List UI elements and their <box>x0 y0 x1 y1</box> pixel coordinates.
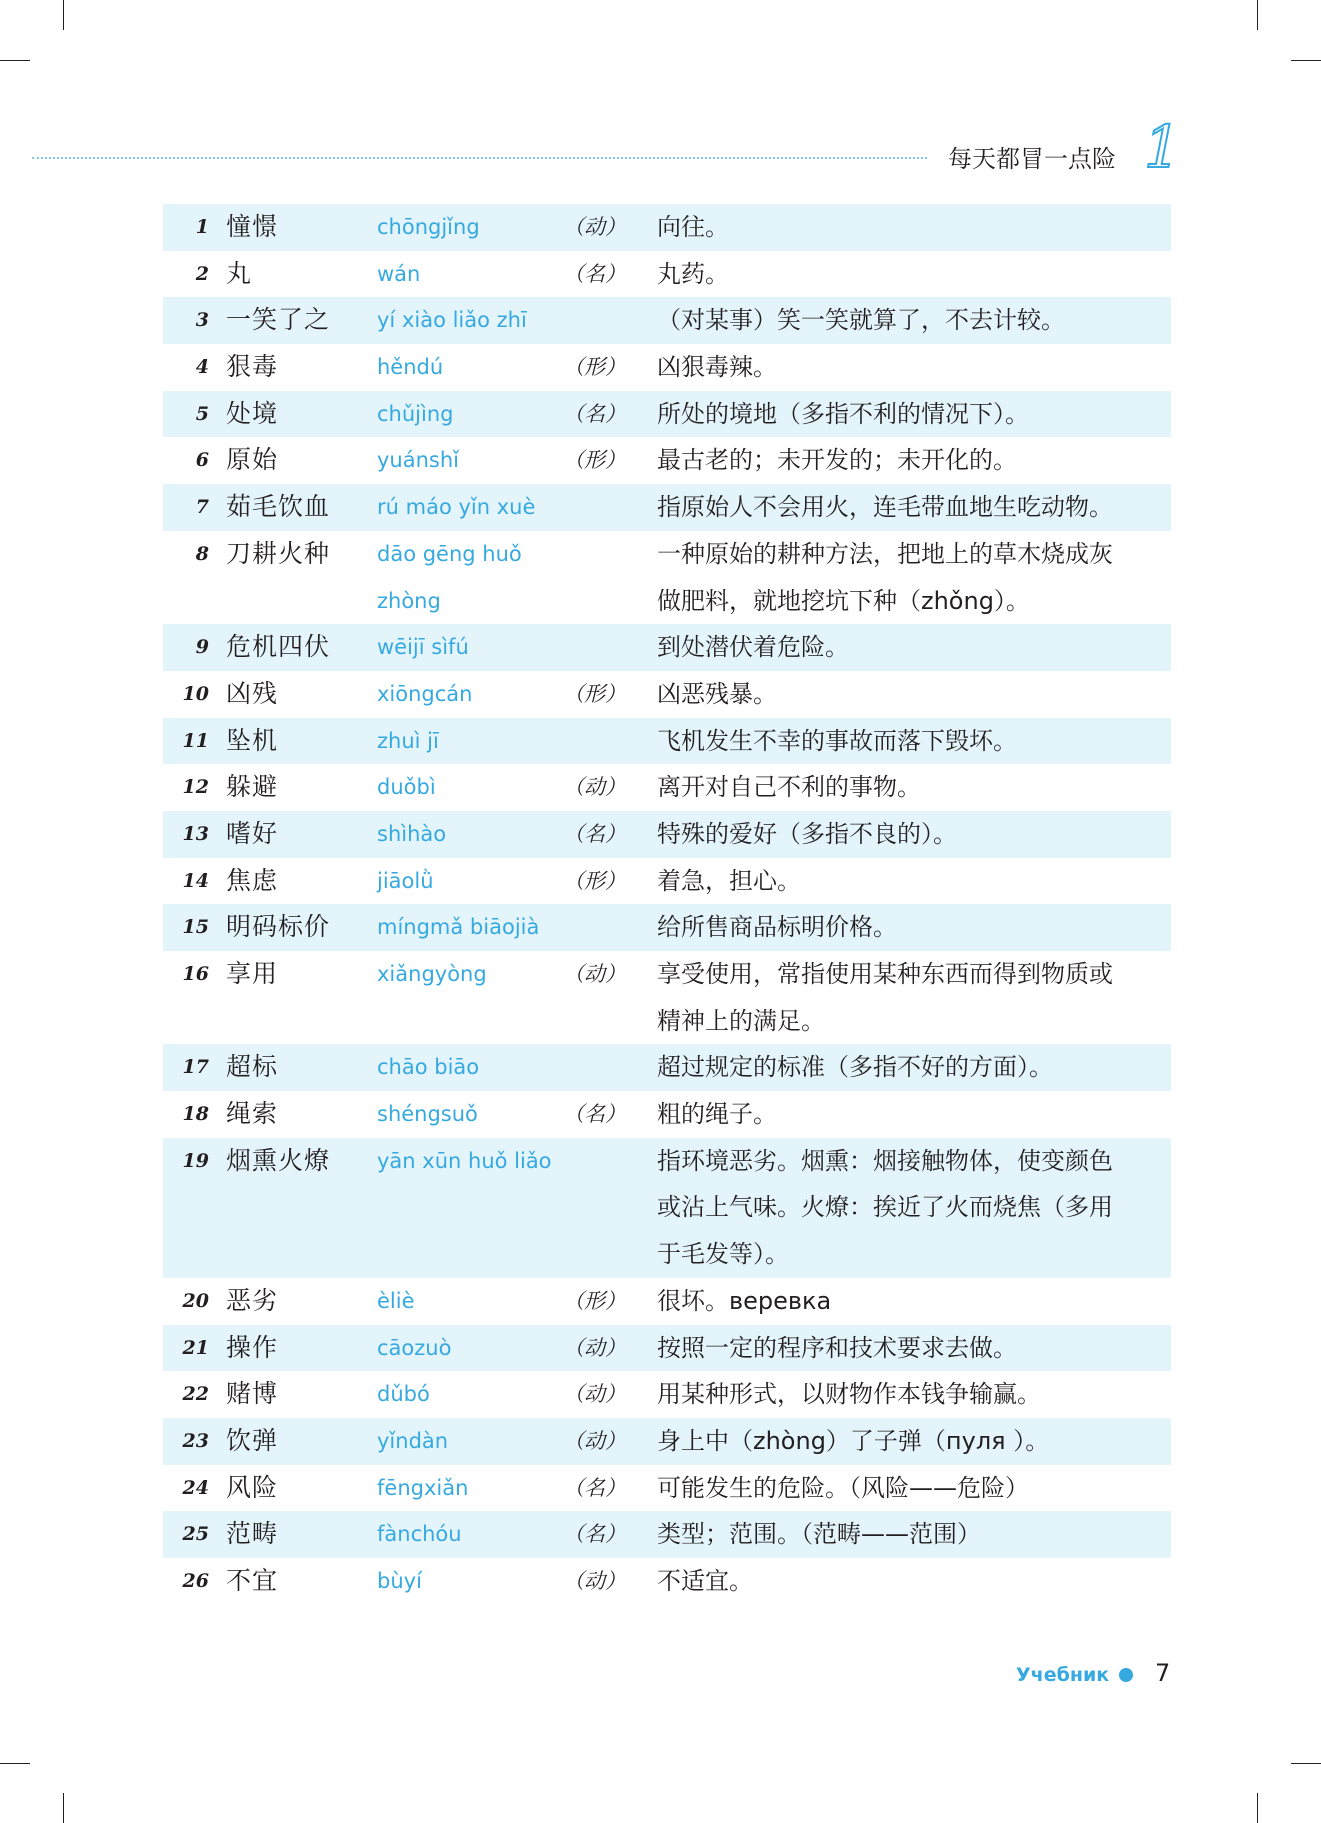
entry-definition: 精神上的满足。 <box>657 1006 825 1035</box>
entry-definition: 指原始人不会用火，连毛带血地生吃动物。 <box>657 493 1113 522</box>
entry-number: 2 <box>195 262 209 285</box>
entry-pinyin: wēijī sìfú <box>377 635 469 660</box>
entry-word: 恶劣 <box>226 1285 279 1315</box>
entry-number: 3 <box>195 309 209 332</box>
entry-pinyin: yǐndàn <box>377 1428 449 1453</box>
table-row <box>163 204 1171 251</box>
entry-pinyin: yí xiào liǎo zhī <box>377 308 527 333</box>
entry-pinyin: míngmǎ biāojià <box>377 915 540 940</box>
entry-word: 操作 <box>226 1332 279 1362</box>
entry-part-of-speech: （形） <box>563 1288 626 1313</box>
entry-definition: 最古老的；未开发的；未开化的。 <box>657 446 1017 475</box>
entry-word: 赌博 <box>226 1379 279 1409</box>
chapter-title: 每天都冒一点险 <box>948 145 1116 173</box>
table-row <box>163 1278 1171 1325</box>
table-row <box>163 951 1171 1044</box>
entry-number: 14 <box>182 869 209 892</box>
header-dotted-rule <box>32 157 927 159</box>
table-row <box>163 344 1171 391</box>
entry-part-of-speech: （动） <box>563 1382 626 1407</box>
entry-pinyin: zhuì jī <box>377 728 439 753</box>
entry-pinyin: xiǎngyòng <box>377 962 487 987</box>
table-row <box>163 1325 1171 1372</box>
entry-number: 18 <box>182 1103 209 1126</box>
entry-part-of-speech: （动） <box>563 1569 626 1593</box>
entry-part-of-speech: （名） <box>563 1475 626 1500</box>
entry-definition: 给所售商品标明价格。 <box>657 913 897 942</box>
entry-definition: 到处潜伏着危险。 <box>657 633 849 662</box>
entry-pinyin: wán <box>377 261 421 286</box>
entry-definition: 丸药。 <box>657 259 729 288</box>
entry-pinyin: yuánshǐ <box>377 448 460 473</box>
entry-part-of-speech: （名） <box>563 1522 626 1547</box>
entry-number: 24 <box>182 1476 209 1499</box>
entry-number: 11 <box>182 729 209 752</box>
entry-definition: 类型；范围。（范畴——范围） <box>657 1520 981 1549</box>
entry-number: 16 <box>182 963 209 986</box>
entry-pinyin: chōngjǐng <box>377 215 480 239</box>
entry-pinyin: yān xūn huǒ liǎo <box>377 1148 552 1173</box>
entry-pinyin: dǔbó <box>377 1382 430 1407</box>
entry-word: 刀耕火种 <box>226 538 331 568</box>
table-row <box>163 1371 1171 1418</box>
entry-number: 7 <box>195 496 209 519</box>
table-row <box>163 1465 1171 1512</box>
entry-part-of-speech: （动） <box>563 1428 626 1453</box>
entry-definition: 粗的绳子。 <box>657 1100 777 1129</box>
entry-word: 焦虑 <box>226 865 279 895</box>
entry-word: 烟熏火燎 <box>226 1145 331 1175</box>
entry-definition: 享受使用，常指使用某种东西而得到物质或 <box>657 960 1113 989</box>
entry-part-of-speech: （形） <box>563 355 626 380</box>
entry-part-of-speech: （名） <box>563 1102 626 1127</box>
crop-mark <box>1257 0 1258 30</box>
entry-number: 13 <box>182 822 209 845</box>
table-row <box>163 1418 1171 1465</box>
table-row <box>163 437 1171 484</box>
entry-pinyin: hěndú <box>377 355 444 380</box>
entry-part-of-speech: （名） <box>563 401 626 426</box>
entry-number: 6 <box>195 449 209 472</box>
entry-number: 5 <box>195 402 209 425</box>
footer-label: Учебник <box>1016 1664 1110 1686</box>
entry-definition: 一种原始的耕种方法，把地上的草木烧成灰 <box>657 539 1113 568</box>
entry-part-of-speech: （形） <box>563 868 626 893</box>
crop-mark <box>1257 1793 1258 1823</box>
entry-definition: 着急，担心。 <box>657 866 801 895</box>
crop-mark <box>0 1763 30 1764</box>
entry-definition: 向往。 <box>657 213 729 241</box>
entry-pinyin: dāo gēng huǒ <box>377 541 522 566</box>
entry-word: 处境 <box>226 398 279 428</box>
table-row <box>163 1044 1171 1091</box>
entry-pinyin: jiāolǜ <box>377 868 434 893</box>
table-row <box>163 1138 1171 1278</box>
entry-definition: 超过规定的标准（多指不好的方面）。 <box>657 1053 1053 1082</box>
entry-number: 8 <box>195 542 209 565</box>
entry-definition: 很坏。веревка <box>657 1286 832 1315</box>
entry-definition: 用某种形式，以财物作本钱争输赢。 <box>657 1380 1041 1409</box>
entry-word: 明码标价 <box>226 912 331 942</box>
table-row <box>163 718 1171 765</box>
table-row <box>163 531 1171 624</box>
entry-definition: （对某事）笑一笑就算了，不去计较。 <box>657 306 1065 335</box>
page-number: 7 <box>1155 1659 1171 1687</box>
entry-word: 躲避 <box>226 772 279 802</box>
entry-number: 19 <box>182 1149 209 1172</box>
entry-word: 一笑了之 <box>226 305 331 335</box>
entry-word: 超标 <box>226 1052 279 1082</box>
entry-word: 茹毛饮血 <box>226 492 331 522</box>
entry-part-of-speech: （动） <box>563 775 626 800</box>
entry-pinyin: fànchóu <box>377 1522 462 1547</box>
entry-definition: 做肥料，就地挖坑下种（zhǒng）。 <box>657 586 1030 615</box>
entry-pinyin: chāo biāo <box>377 1055 480 1080</box>
entry-number: 23 <box>182 1429 209 1452</box>
entry-definition: 凶恶残暴。 <box>657 679 777 708</box>
entry-number: 25 <box>182 1523 209 1546</box>
entry-pinyin: shéngsuǒ <box>377 1102 478 1127</box>
entry-part-of-speech: （名） <box>563 821 626 846</box>
entry-pinyin: bùyí <box>377 1569 422 1593</box>
table-row <box>163 671 1171 718</box>
entry-pinyin: shìhào <box>377 821 447 846</box>
table-row <box>163 811 1171 858</box>
entry-word: 嗜好 <box>226 818 279 848</box>
entry-number: 10 <box>182 682 209 705</box>
entry-definition: 于毛发等）。 <box>657 1240 789 1269</box>
entry-number: 9 <box>195 636 209 659</box>
table-row <box>163 1558 1171 1605</box>
crop-mark <box>1291 1763 1321 1764</box>
entry-definition: 特殊的爱好（多指不良的）。 <box>657 819 957 848</box>
entry-word: 绳索 <box>226 1099 279 1129</box>
table-row <box>163 484 1171 531</box>
entry-word: 丸 <box>226 258 253 288</box>
entry-number: 1 <box>195 216 209 238</box>
entry-part-of-speech: （动） <box>563 1335 626 1360</box>
entry-word: 狠毒 <box>226 352 279 382</box>
entry-pinyin: èliè <box>377 1288 415 1313</box>
entry-definition: 指环境恶劣。烟熏：烟接触物体，使变颜色 <box>657 1146 1113 1175</box>
entry-definition: 或沾上气味。火燎：挨近了火而烧焦（多用 <box>657 1193 1113 1222</box>
entry-part-of-speech: （动） <box>563 962 626 987</box>
entry-definition: 不适宜。 <box>657 1567 753 1595</box>
entry-part-of-speech: （动） <box>563 215 626 239</box>
entry-number: 21 <box>182 1336 209 1359</box>
entry-pinyin: xiōngcán <box>377 681 473 706</box>
entry-word: 坠机 <box>226 725 279 755</box>
entry-number: 17 <box>182 1056 209 1079</box>
entry-number: 4 <box>195 356 209 379</box>
crop-mark <box>1291 60 1321 61</box>
entry-word: 享用 <box>226 959 279 989</box>
table-row <box>163 251 1171 298</box>
entry-pinyin: duǒbì <box>377 775 436 800</box>
entry-number: 15 <box>182 916 209 939</box>
entry-definition: 离开对自己不利的事物。 <box>657 773 921 802</box>
table-row <box>163 904 1171 951</box>
table-row <box>163 624 1171 671</box>
table-row <box>163 764 1171 811</box>
crop-mark <box>0 60 30 61</box>
entry-number: 12 <box>182 776 209 799</box>
entry-word: 风险 <box>226 1472 279 1502</box>
crop-mark <box>63 0 64 30</box>
entry-number: 20 <box>182 1289 209 1312</box>
entry-word: 范畴 <box>226 1519 279 1549</box>
table-row <box>163 297 1171 344</box>
entry-definition: 飞机发生不幸的事故而落下毁坏。 <box>657 726 1017 755</box>
entry-word: 凶残 <box>226 678 279 708</box>
table-row <box>163 858 1171 905</box>
entry-definition: 所处的境地（多指不利的情况下）。 <box>657 399 1029 428</box>
entry-pinyin: rú máo yǐn xuè <box>377 495 536 520</box>
entry-word: 憧憬 <box>226 212 279 241</box>
entry-definition: 按照一定的程序和技术要求去做。 <box>657 1333 1017 1362</box>
entry-pinyin: cāozuò <box>377 1335 452 1360</box>
entry-pinyin: zhòng <box>377 588 441 613</box>
crop-mark <box>63 1793 64 1823</box>
entry-part-of-speech: （名） <box>563 261 626 286</box>
table-row <box>163 1511 1171 1558</box>
entry-definition: 身上中（zhòng）了子弹（пуля ）。 <box>657 1426 1050 1455</box>
entry-number: 22 <box>182 1383 209 1406</box>
table-row <box>163 1091 1171 1138</box>
entry-definition: 可能发生的危险。（风险——危险） <box>657 1473 1029 1502</box>
entry-definition: 凶狠毒辣。 <box>657 353 777 382</box>
entry-word: 危机四伏 <box>226 632 331 662</box>
vocabulary-table <box>163 204 1171 1605</box>
chapter-number: 1 <box>1144 113 1181 181</box>
entry-number: 26 <box>182 1570 209 1592</box>
entry-pinyin: chǔjìng <box>377 401 454 426</box>
table-row <box>163 391 1171 438</box>
entry-pinyin: fēngxiǎn <box>377 1475 469 1500</box>
entry-part-of-speech: （形） <box>563 448 626 473</box>
entry-word: 原始 <box>226 445 279 475</box>
entry-part-of-speech: （形） <box>563 681 626 706</box>
footer-dot-icon <box>1119 1668 1133 1682</box>
entry-word: 不宜 <box>226 1566 279 1595</box>
entry-word: 饮弹 <box>226 1425 279 1455</box>
